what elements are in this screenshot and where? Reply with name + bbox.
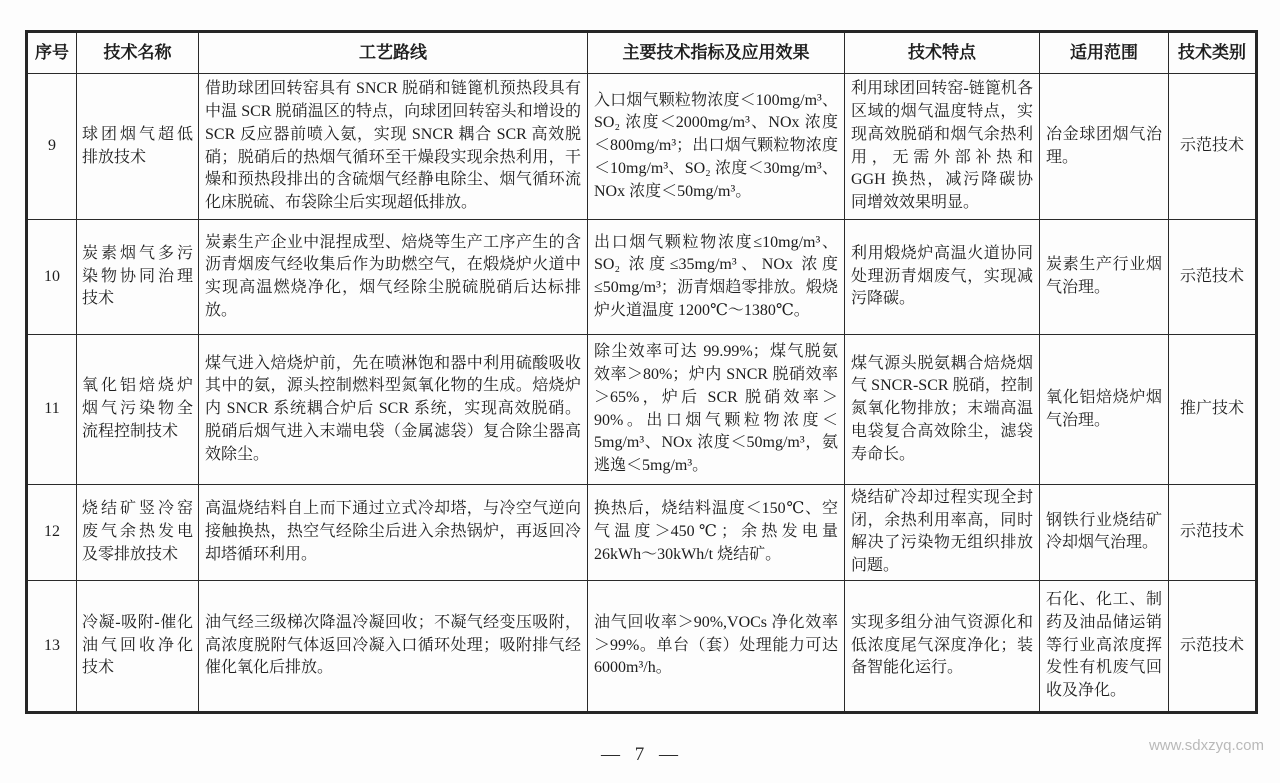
cell-scope: 石化、化工、制药及油品储运销等行业高浓度挥发性有机废气回收及净化。	[1040, 580, 1169, 712]
cell-serial: 9	[27, 74, 77, 220]
cell-process: 借助球团回转窑具有 SNCR 脱硝和链篦机预热段具有中温 SCR 脱硝温区的特点，向球团回转窑头和增设的 SCR 反应器前喷入氨，实现 SNCR 耦合 SCR 高效脱硝；脱硝后的热烟气循环至干燥段实现余热利用，干燥和预热段排出的含硫烟气经静电除尘、烟气循环流化床脱硫、布袋除尘后实现超低排放。	[199, 74, 588, 220]
cell-tech-name: 炭素烟气多污染物协同治理技术	[77, 220, 199, 335]
cell-scope: 钢铁行业烧结矿冷却烟气治理。	[1040, 485, 1169, 581]
cell-scope: 炭素生产行业烟气治理。	[1040, 220, 1169, 335]
column-header-tech-name: 技术名称	[77, 32, 199, 74]
column-header-scope: 适用范围	[1040, 32, 1169, 74]
cell-features: 烧结矿冷却过程实现全封闭，余热利用率高，同时解决了污染物无组织排放问题。	[845, 485, 1040, 581]
cell-indicators: 换热后，烧结料温度＜150℃、空气温度＞450℃；余热发电量 26kWh～30kWh/t 烧结矿。	[588, 485, 845, 581]
cell-features: 利用球团回转窑-链篦机各区域的烟气温度特点，实现高效脱硝和烟气余热利用，无需外部补热和 GGH 换热，减污降碳协同增效效果明显。	[845, 74, 1040, 220]
cell-category: 示范技术	[1169, 485, 1257, 581]
column-header-process-route: 工艺路线	[199, 32, 588, 74]
column-header-indicators: 主要技术指标及应用效果	[588, 32, 845, 74]
table-row	[27, 335, 1257, 485]
table-row	[27, 580, 1257, 712]
cell-category: 示范技术	[1169, 74, 1257, 220]
cell-process: 高温烧结料自上而下通过立式冷却塔，与冷空气逆向接触换热，热空气经除尘后进入余热锅炉，再返回冷却塔循环利用。	[199, 485, 588, 581]
table-header-row	[27, 32, 1257, 74]
cell-process: 炭素生产企业中混捏成型、焙烧等生产工序产生的含沥青烟废气经收集后作为助燃空气，在煅烧炉火道中实现高温燃烧净化，烟气经除尘脱硫脱硝后达标排放。	[199, 220, 588, 335]
column-header-features: 技术特点	[845, 32, 1040, 74]
cell-tech-name: 冷凝-吸附-催化油气回收净化技术	[77, 580, 199, 712]
table-row	[27, 220, 1257, 335]
table-row	[27, 74, 1257, 220]
cell-indicators: 入口烟气颗粒物浓度＜100mg/m³、SO₂ 浓度＜2000mg/m³、NOx 浓度＜800mg/m³；出口烟气颗粒物浓度＜10mg/m³、SO₂ 浓度＜30mg/m³、NOx 浓度＜50mg/m³。	[588, 74, 845, 220]
cell-process: 油气经三级梯次降温冷凝回收；不凝气经变压吸附，高浓度脱附气体返回冷凝入口循环处理；吸附排气经催化氧化后排放。	[199, 580, 588, 712]
cell-serial: 10	[27, 220, 77, 335]
cell-serial: 13	[27, 580, 77, 712]
cell-scope: 冶金球团烟气治理。	[1040, 74, 1169, 220]
cell-scope: 氧化铝焙烧炉烟气治理。	[1040, 335, 1169, 485]
cell-features: 煤气源头脱氨耦合焙烧烟气 SNCR-SCR 脱硝，控制氮氧化物排放；末端高温电袋复合高效除尘，滤袋寿命长。	[845, 335, 1040, 485]
cell-tech-name: 球团烟气超低排放技术	[77, 74, 199, 220]
cell-indicators: 除尘效率可达 99.99%；煤气脱氨效率＞80%；炉内 SNCR 脱硝效率＞65%，炉后 SCR 脱硝效率＞90%。出口烟气颗粒物浓度＜5mg/m³、NOx 浓度＜50mg/m³，氨逃逸＜5mg/m³。	[588, 335, 845, 485]
cell-features: 实现多组分油气资源化和低浓度尾气深度净化；装备智能化运行。	[845, 580, 1040, 712]
column-header-category: 技术类别	[1169, 32, 1257, 74]
cell-category: 示范技术	[1169, 220, 1257, 335]
cell-process: 煤气进入焙烧炉前，先在喷淋饱和器中利用硫酸吸收其中的氨，源头控制燃料型氮氧化物的生成。焙烧炉内 SNCR 系统耦合炉后 SCR 系统，实现高效脱硝。脱硝后烟气进入末端电袋（金属滤袋）复合除尘器高效除尘。	[199, 335, 588, 485]
cell-category: 推广技术	[1169, 335, 1257, 485]
cell-indicators: 油气回收率＞90%,VOCs 净化效率＞99%。单台（套）处理能力可达 6000m³/h。	[588, 580, 845, 712]
cell-tech-name: 烧结矿竖冷窑废气余热发电及零排放技术	[77, 485, 199, 581]
cell-features: 利用煅烧炉高温火道协同处理沥青烟废气，实现减污降碳。	[845, 220, 1040, 335]
table-row	[27, 485, 1257, 581]
cell-category: 示范技术	[1169, 580, 1257, 712]
cell-serial: 11	[27, 335, 77, 485]
cell-serial: 12	[27, 485, 77, 581]
column-header-serial: 序号	[27, 32, 77, 74]
technology-table	[25, 30, 1258, 714]
watermark: www.sdxzyq.com	[1148, 737, 1264, 754]
cell-indicators: 出口烟气颗粒物浓度≤10mg/m³、SO₂ 浓度≤35mg/m³、NOx 浓度≤50mg/m³；沥青烟趋零排放。煅烧炉火道温度 1200℃～1380℃。	[588, 220, 845, 335]
page-number: — 7 —	[601, 744, 679, 765]
cell-tech-name: 氧化铝焙烧炉烟气污染物全流程控制技术	[77, 335, 199, 485]
